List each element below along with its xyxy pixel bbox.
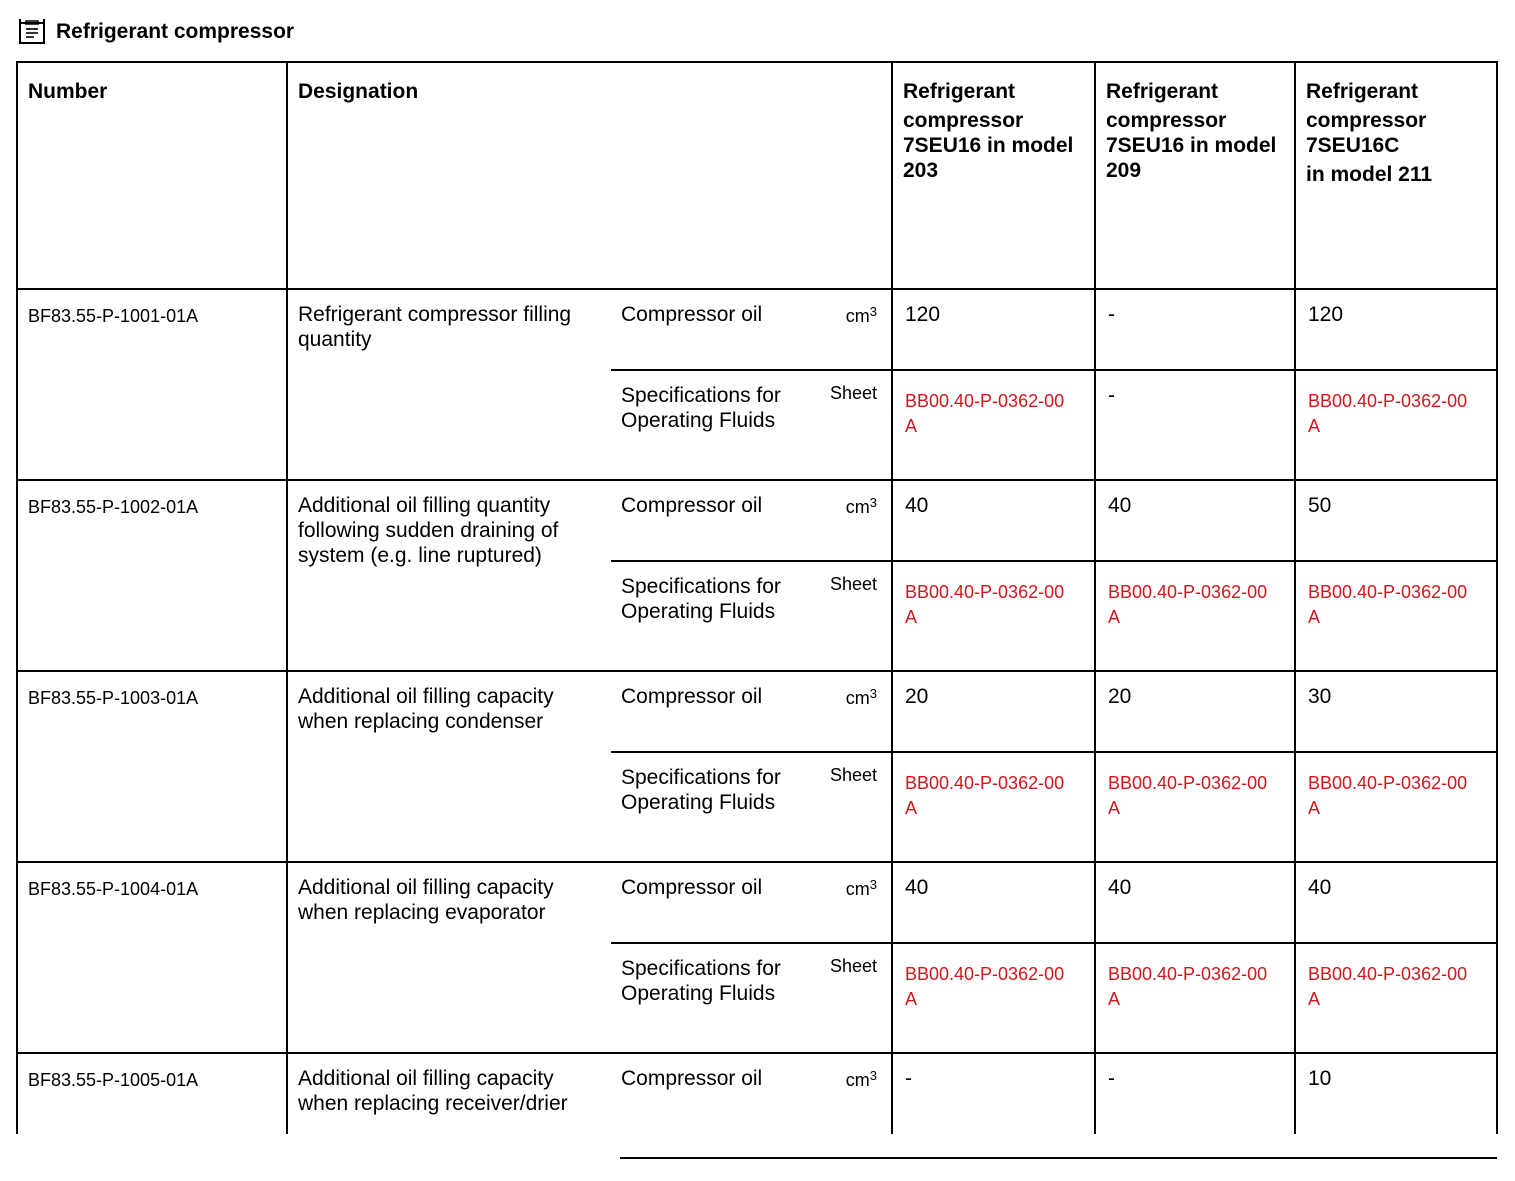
header-model-203: Refrigerant compressor 7SEU16 in model 203: [892, 62, 1095, 289]
table-body: [17, 289, 1497, 1134]
oil-value: 20: [892, 671, 1095, 752]
oil-unit: $cm^3$: [811, 671, 892, 752]
oil-value: 20: [1095, 671, 1295, 752]
sheet-label: Specifications for Operating Fluids: [611, 370, 811, 480]
sheet-label: Specifications for Operating Fluids: [611, 561, 811, 671]
table-row: [17, 480, 1497, 561]
oil-label: Compressor oil: [611, 480, 811, 561]
sheet-label: Specifications for Operating Fluids: [611, 752, 811, 862]
header-designation: Designation: [287, 62, 892, 289]
row-designation: Additional oil filling capacity when replacing evaporator: [287, 862, 611, 1053]
document-icon: [18, 18, 46, 46]
sheet-unit: Sheet: [811, 943, 892, 1053]
sheet-label: Specifications for Operating Fluids: [611, 943, 811, 1053]
oil-label: Compressor oil: [611, 671, 811, 752]
oil-unit: $cm^3$: [811, 480, 892, 561]
oil-value: -: [892, 1053, 1095, 1134]
sheet-link[interactable]: BB00.40-P-0362-00 A: [892, 943, 1095, 1053]
row-number: BF83.55-P-1005-01A: [17, 1053, 287, 1134]
sheet-unit: Sheet: [811, 561, 892, 671]
page-heading: [18, 14, 294, 50]
oil-unit: $cm^3$: [811, 862, 892, 943]
specifications-table: [16, 61, 1498, 1134]
row-designation: Additional oil filling capacity when replacing condenser: [287, 671, 611, 862]
header-model-209: Refrigerant compressor 7SEU16 in model 209: [1095, 62, 1295, 289]
sheet-unit: Sheet: [811, 370, 892, 480]
header-model-211: Refrigerant compressor 7SEU16C in model 211: [1295, 62, 1497, 289]
sheet-link[interactable]: BB00.40-P-0362-00 A: [1295, 752, 1497, 862]
row-number: BF83.55-P-1002-01A: [17, 480, 287, 671]
sheet-link[interactable]: BB00.40-P-0362-00 A: [892, 752, 1095, 862]
row-number: BF83.55-P-1003-01A: [17, 671, 287, 862]
sheet-link[interactable]: BB00.40-P-0362-00 A: [892, 561, 1095, 671]
sheet-link[interactable]: BB00.40-P-0362-00 A: [1095, 561, 1295, 671]
oil-value: 10: [1295, 1053, 1497, 1134]
oil-value: 40: [1295, 862, 1497, 943]
header-row: [17, 62, 1497, 289]
oil-unit: $cm^3$: [811, 1053, 892, 1134]
table-row: [17, 289, 1497, 370]
sheet-link[interactable]: BB00.40-P-0362-00 A: [1295, 561, 1497, 671]
oil-unit: $cm^3$: [811, 289, 892, 370]
sheet-unit: Sheet: [811, 752, 892, 862]
sheet-link[interactable]: BB00.40-P-0362-00 A: [1295, 370, 1497, 480]
table-row: [17, 862, 1497, 943]
oil-value: 120: [1295, 289, 1497, 370]
header-number: Number: [17, 62, 287, 289]
table-row: [17, 671, 1497, 752]
oil-value: -: [1095, 289, 1295, 370]
row-designation: Refrigerant compressor filling quantity: [287, 289, 611, 480]
oil-label: Compressor oil: [611, 862, 811, 943]
oil-value: -: [1095, 1053, 1295, 1134]
oil-value: 40: [892, 862, 1095, 943]
oil-value: 30: [1295, 671, 1497, 752]
oil-value: 40: [1095, 862, 1295, 943]
sheet-link[interactable]: BB00.40-P-0362-00 A: [1295, 943, 1497, 1053]
oil-value: 40: [1095, 480, 1295, 561]
row-designation: Additional oil filling capacity when replacing receiver/drier: [287, 1053, 611, 1134]
oil-value: 40: [892, 480, 1095, 561]
bottom-rule: [620, 1157, 1497, 1159]
row-number: BF83.55-P-1001-01A: [17, 289, 287, 480]
oil-value: 50: [1295, 480, 1497, 561]
sheet-value: -: [1095, 370, 1295, 480]
sheet-link[interactable]: BB00.40-P-0362-00 A: [892, 370, 1095, 480]
table-row: [17, 1053, 1497, 1134]
oil-label: Compressor oil: [611, 1053, 811, 1134]
sheet-link[interactable]: BB00.40-P-0362-00 A: [1095, 752, 1295, 862]
sheet-link[interactable]: BB00.40-P-0362-00 A: [1095, 943, 1295, 1053]
oil-label: Compressor oil: [611, 289, 811, 370]
page-title: Refrigerant compressor: [56, 20, 295, 43]
row-number: BF83.55-P-1004-01A: [17, 862, 287, 1053]
oil-value: 120: [892, 289, 1095, 370]
row-designation: Additional oil filling quantity following sudden draining of system (e.g. line ruptured): [287, 480, 611, 671]
